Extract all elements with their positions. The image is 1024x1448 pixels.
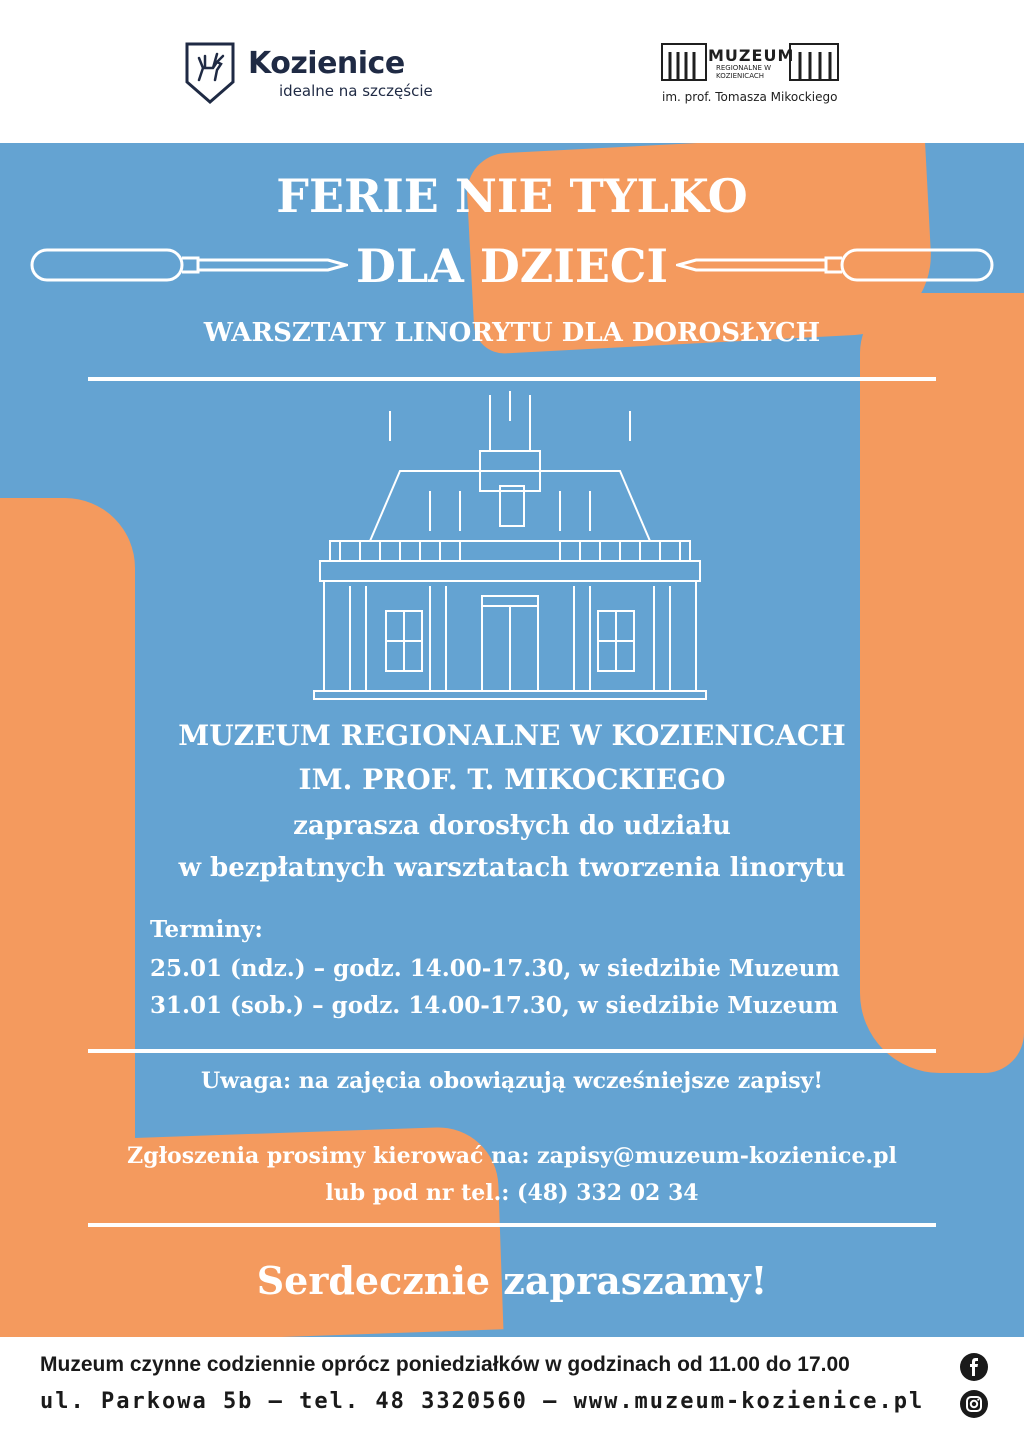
footer xyxy=(0,1337,1024,1448)
poster xyxy=(0,143,1024,1337)
museum-building-illustration xyxy=(310,391,710,701)
subtitle: WARSZTATY LINORYTU DLA DOROSŁYCH xyxy=(203,318,821,348)
divider-3 xyxy=(88,1223,936,1227)
facebook-icon[interactable] xyxy=(960,1353,988,1381)
closing: Serdecznie zapraszamy! xyxy=(256,1258,768,1303)
city-tagline: idealne na szczęście xyxy=(279,82,433,100)
contact-line-2: lub pod nr tel.: (48) 332 02 34 xyxy=(325,1180,699,1206)
divider-2 xyxy=(88,1049,936,1053)
museum-word: MUZEUM xyxy=(708,46,795,65)
museum-small: REGIONALNE W KOZIENICACH xyxy=(716,64,772,80)
museum-logo xyxy=(660,40,850,115)
city-name: Kozienice xyxy=(248,46,405,81)
title-line-1: FERIE NIE TYLKO xyxy=(276,169,748,223)
title-line-2: DLA DZIECI xyxy=(355,239,669,293)
paint-stroke-right xyxy=(860,293,1024,1073)
terms-label: Terminy: xyxy=(150,916,263,943)
address-line: ul. Parkowa 5b – tel. 48 3320560 – www.muzeum-kozienice.pl xyxy=(40,1389,925,1414)
invite-line-2: IM. PROF. T. MIKOCKIEGO xyxy=(298,763,726,796)
header xyxy=(0,0,1024,143)
divider-1 xyxy=(88,377,936,381)
notice: Uwaga: na zajęcia obowiązują wcześniejsze zapisy! xyxy=(200,1068,824,1094)
museum-patron: im. prof. Tomasza Mikockiego xyxy=(662,90,838,104)
instagram-icon[interactable] xyxy=(960,1390,988,1418)
deer-shield-icon xyxy=(183,40,237,106)
invite-line-3: zaprasza dorosłych do udziału xyxy=(293,811,731,841)
right-chisel-icon xyxy=(676,240,996,290)
opening-hours: Muzeum czynne codziennie oprócz poniedziałków w godzinach od 11.00 do 17.00 xyxy=(40,1353,850,1376)
kozienice-logo xyxy=(183,40,463,110)
term-2: 31.01 (sob.) – godz. 14.00-17.30, w siedzibie Muzeum xyxy=(150,992,839,1019)
contact-line-1: Zgłoszenia prosimy kierować na: zapisy@muzeum-kozienice.pl xyxy=(127,1143,897,1169)
invite-line-1: MUZEUM REGIONALNE W KOZIENICACH xyxy=(178,719,846,752)
invite-line-4: w bezpłatnych warsztatach tworzenia linorytu xyxy=(178,853,846,883)
term-1: 25.01 (ndz.) – godz. 14.00-17.30, w siedzibie Muzeum xyxy=(150,955,840,982)
